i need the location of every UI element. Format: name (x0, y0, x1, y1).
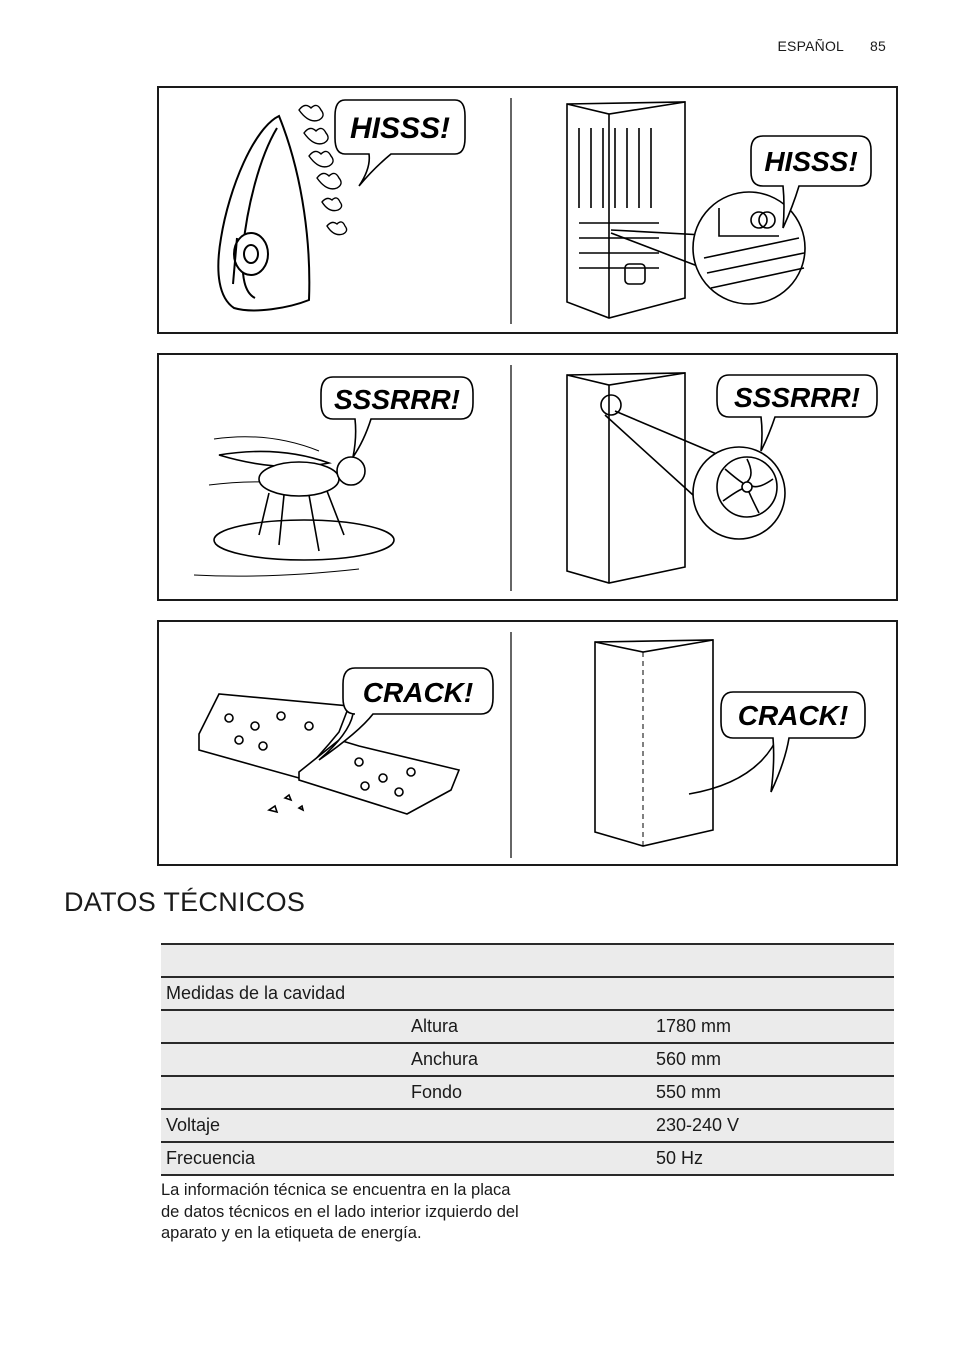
buzzing-fly-icon (194, 437, 394, 576)
iron-emitting-steam-icon (218, 105, 346, 310)
sound-label: SSSRRR! (333, 384, 461, 415)
table-row: Voltaje 230-240 V (161, 1109, 894, 1142)
illustration-panel-buzz (157, 353, 898, 601)
sound-label: HISSS! (349, 112, 451, 145)
speech-bubble-right (717, 375, 877, 451)
speech-bubble-left (321, 377, 473, 457)
running-head (700, 38, 886, 58)
sound-label: HISSS! (764, 146, 858, 177)
table-row: Frecuencia 50 Hz (161, 1142, 894, 1175)
table-row: Fondo 550 mm (161, 1076, 894, 1109)
speech-bubble-right (721, 692, 865, 792)
crack-illustration (159, 622, 896, 864)
table-row: Medidas de la cavidad (161, 977, 894, 1010)
table-header-row (161, 944, 894, 977)
table-row: Anchura 560 mm (161, 1043, 894, 1076)
sound-label: SSSRRR! (733, 382, 861, 413)
speech-bubble-left (335, 100, 465, 186)
hiss-illustration (159, 88, 896, 332)
technical-info-note: La información técnica se encuentra en la placa de datos técnicos en el lado interior izquierdo del aparato y en la etiqueta de energía. (161, 1181, 519, 1242)
refrigerator-cabinet-icon (595, 640, 779, 846)
section-title: DATOS TÉCNICOS (64, 887, 306, 917)
header-language: ESPAÑOL (777, 38, 845, 54)
buzz-illustration (159, 355, 896, 599)
technical-data-table (161, 943, 894, 1176)
refrigerator-cooling-coil-icon (567, 102, 805, 318)
table-row: Altura 1780 mm (161, 1010, 894, 1043)
sound-label: CRACK! (362, 677, 474, 708)
illustration-panel-crack (157, 620, 898, 866)
illustration-panel-hiss (157, 86, 898, 334)
page-number: 85 (870, 38, 886, 54)
sound-label: CRACK! (737, 700, 849, 731)
